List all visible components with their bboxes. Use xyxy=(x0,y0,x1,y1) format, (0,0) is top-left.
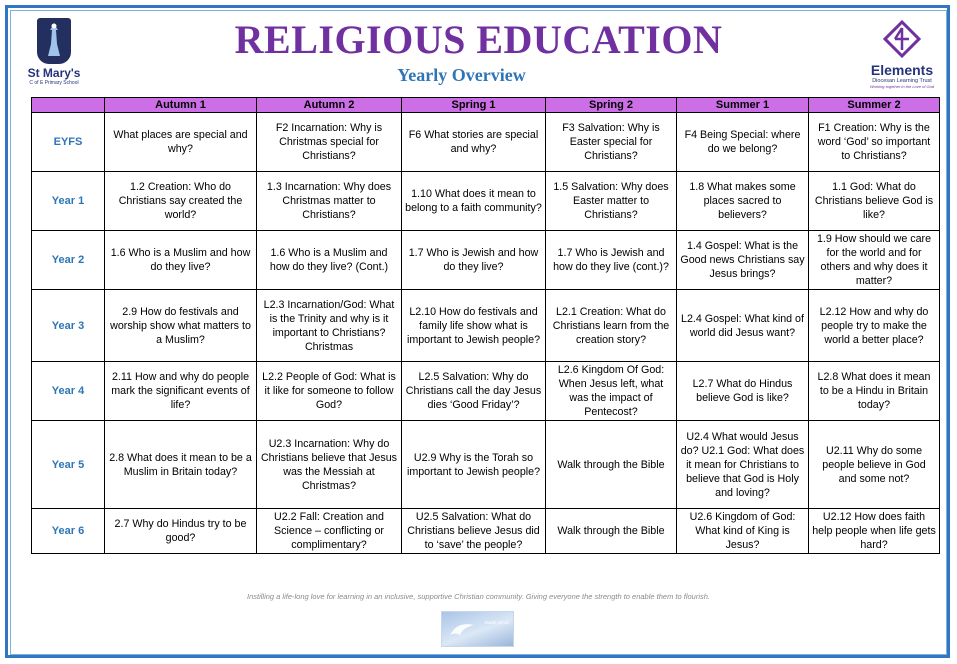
table-cell: U2.5 Salvation: What do Christians believe Jesus did to ‘save’ the people? xyxy=(402,509,546,554)
table-cell: U2.9 Why is the Torah so important to Jewish people? xyxy=(402,421,546,509)
elements-diamond-icon xyxy=(883,20,921,58)
table-cell: Walk through the Bible xyxy=(546,421,677,509)
table-cell: U2.12 How does faith help people when life gets hard? xyxy=(809,509,940,554)
footer-eagle-image xyxy=(441,611,514,647)
trust-name: Elements xyxy=(870,62,934,78)
table-cell: L2.5 Salvation: Why do Christians call the day Jesus dies ‘Good Friday’? xyxy=(402,362,546,421)
table-cell: U2.3 Incarnation: Why do Christians believe that Jesus was the Messiah at Christmas? xyxy=(257,421,402,509)
table-cell: 1.6 Who is a Muslim and how do they live? xyxy=(105,231,257,290)
column-header-autumn-2: Autumn 2 xyxy=(257,98,402,113)
row-label-year-2: Year 2 xyxy=(32,231,105,290)
school-subtitle: C of E Primary School xyxy=(29,80,79,86)
yearly-overview-table xyxy=(31,97,940,554)
row-label-eyfs: EYFS xyxy=(32,113,105,172)
page-subtitle: Yearly Overview xyxy=(397,65,526,85)
table-cell: U2.6 Kingdom of God: What kind of King is Jesus? xyxy=(677,509,809,554)
column-header-summer-2: Summer 2 xyxy=(809,98,940,113)
table-cell: L2.6 Kingdom Of God: When Jesus left, what was the impact of Pentecost? xyxy=(546,362,677,421)
table-cell: L2.8 What does it mean to be a Hindu in Britain today? xyxy=(809,362,940,421)
footer-motto: Instilling a life-long love for learning in an inclusive, supportive Christian community. Giving everyone the strength to enable them to flourish. xyxy=(246,592,710,601)
table-cell: 2.7 Why do Hindus try to be good? xyxy=(105,509,257,554)
table-cell: L2.1 Creation: What do Christians learn from the creation story? xyxy=(546,290,677,362)
table-cell: Walk through the Bible xyxy=(546,509,677,554)
row-label-year-4: Year 4 xyxy=(32,362,105,421)
column-header-autumn-1: Autumn 1 xyxy=(105,98,257,113)
table-cell: 1.2 Creation: Who do Christians say created the world? xyxy=(105,172,257,231)
column-header-spring-1: Spring 1 xyxy=(402,98,546,113)
table-cell: F4 Being Special: where do we belong? xyxy=(677,113,809,172)
table-cell: U2.4 What would Jesus do? U2.1 God: What does it mean for Christians to believe that God is Holy and loving? xyxy=(677,421,809,509)
table-cell: U2.11 Why do some people believe in God and some not? xyxy=(809,421,940,509)
table-cell: F2 Incarnation: Why is Christmas special for Christians? xyxy=(257,113,402,172)
table-cell: 2.8 What does it mean to be a Muslim in Britain today? xyxy=(105,421,257,509)
eagle-icon xyxy=(448,621,476,641)
row-label-year-6: Year 6 xyxy=(32,509,105,554)
table-cell: 2.11 How and why do people mark the significant events of life? xyxy=(105,362,257,421)
table-row xyxy=(32,290,940,362)
verse-reference: Isaiah 40:31 xyxy=(484,620,509,625)
table-cell: 1.7 Who is Jewish and how do they live? xyxy=(402,231,546,290)
table-cell: 1.7 Who is Jewish and how do they live (cont.)? xyxy=(546,231,677,290)
table-cell: F6 What stories are special and why? xyxy=(402,113,546,172)
table-row xyxy=(32,509,940,554)
column-header-summer-1: Summer 1 xyxy=(677,98,809,113)
trust-subtitle: Diocesan Learning Trust xyxy=(872,78,932,84)
column-header-spring-2: Spring 2 xyxy=(546,98,677,113)
row-label-year-3: Year 3 xyxy=(32,290,105,362)
table-row xyxy=(32,172,940,231)
table-cell: L2.10 How do festivals and family life show what is important to Jewish people? xyxy=(402,290,546,362)
table-row xyxy=(32,113,940,172)
table-cell: U2.2 Fall: Creation and Science – conflicting or complimentary? xyxy=(257,509,402,554)
row-label-year-1: Year 1 xyxy=(32,172,105,231)
table-cell: L2.3 Incarnation/God: What is the Trinity and why is it important to Christians? Christmas xyxy=(257,290,402,362)
table-cell: 1.5 Salvation: Why does Easter matter to Christians? xyxy=(546,172,677,231)
table-cell: 1.8 What makes some places sacred to believers? xyxy=(677,172,809,231)
table-row xyxy=(32,421,940,509)
table-cell: 1.4 Gospel: What is the Good news Christians say Jesus brings? xyxy=(677,231,809,290)
table-cell: 2.9 How do festivals and worship show what matters to a Muslim? xyxy=(105,290,257,362)
table-cell: 1.1 God: What do Christians believe God is like? xyxy=(809,172,940,231)
school-name: St Mary's xyxy=(27,66,81,80)
table-cell: L2.12 How and why do people try to make the world a better place? xyxy=(809,290,940,362)
table-row xyxy=(32,231,940,290)
table-cell: 1.9 How should we care for the world and for others and why does it matter? xyxy=(809,231,940,290)
row-label-year-5: Year 5 xyxy=(32,421,105,509)
table-cell: What places are special and why? xyxy=(105,113,257,172)
page-title: RELIGIOUS EDUCATION xyxy=(234,17,723,62)
table-cell: L2.2 People of God: What is it like for someone to follow God? xyxy=(257,362,402,421)
table-cell: F1 Creation: Why is the word ‘God’ so important to Christians? xyxy=(809,113,940,172)
table-row xyxy=(32,362,940,421)
table-cell: 1.3 Incarnation: Why does Christmas matter to Christians? xyxy=(257,172,402,231)
table-cell: L2.7 What do Hindus believe God is like? xyxy=(677,362,809,421)
table-cell: L2.4 Gospel: What kind of world did Jesus want? xyxy=(677,290,809,362)
table-cell: 1.6 Who is a Muslim and how do they live? (Cont.) xyxy=(257,231,402,290)
trust-tagline: Working together in the Love of God xyxy=(869,84,935,89)
table-header-row xyxy=(32,98,940,113)
trust-logo xyxy=(862,20,942,89)
table-cell: F3 Salvation: Why is Easter special for Christians? xyxy=(546,113,677,172)
table-cell: 1.10 What does it mean to belong to a faith community? xyxy=(402,172,546,231)
column-header-corner xyxy=(32,98,105,113)
